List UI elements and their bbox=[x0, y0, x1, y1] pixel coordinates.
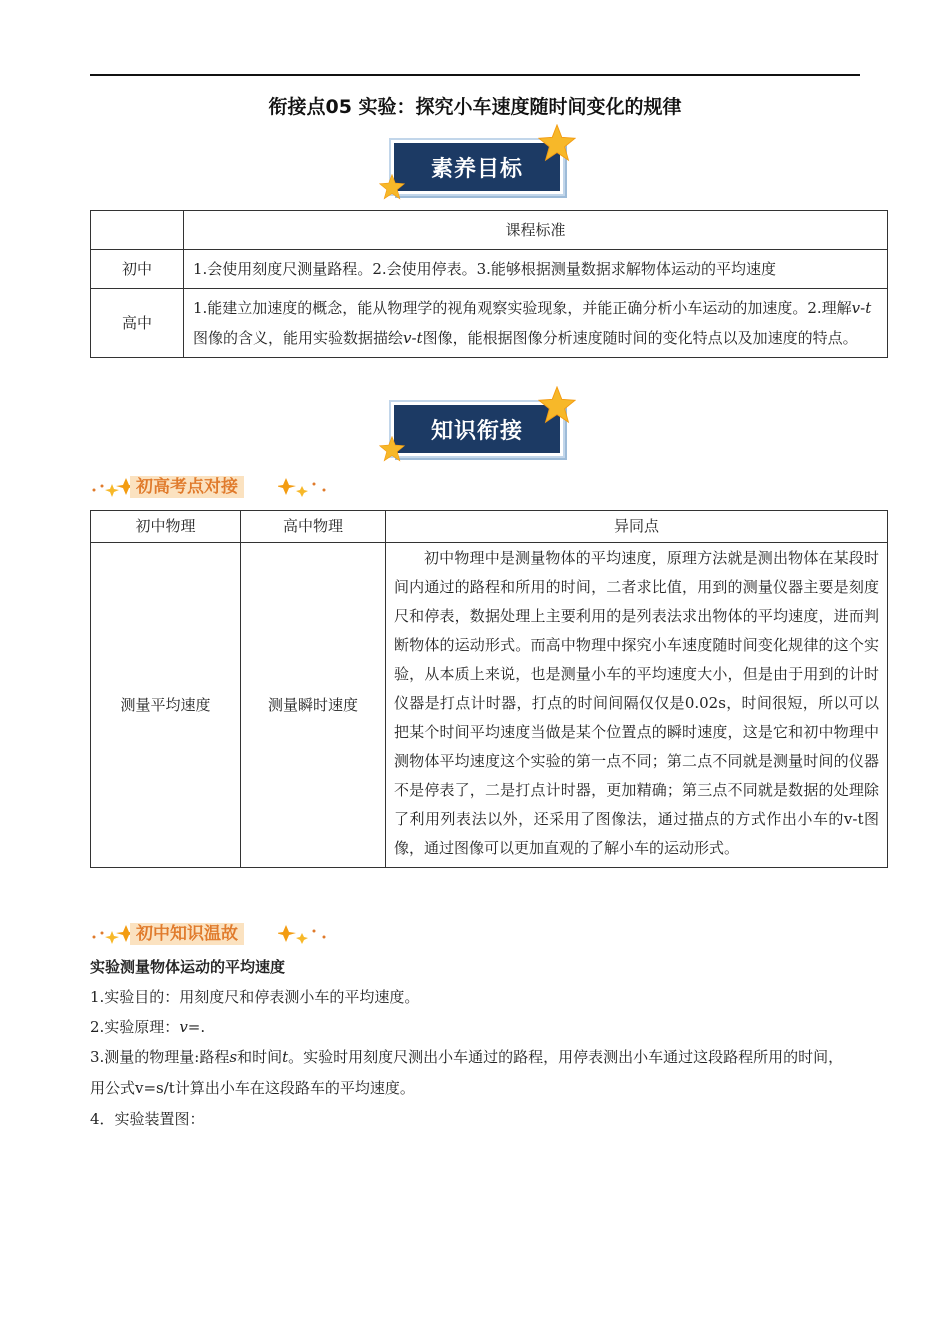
page-title: 衔接点05 实验：探究小车速度随时间变化的规律 bbox=[268, 96, 682, 118]
standard-content: 1.会使用刻度尺测量路程。2.会使用停表。3.能够根据测量数据求解物体运动的平均速度 bbox=[184, 250, 888, 289]
review-item-4: 4．实验装置图： bbox=[90, 1110, 205, 1128]
vt-dash: - bbox=[860, 299, 866, 317]
item3-t: t bbox=[282, 1048, 289, 1066]
table-corner-cell bbox=[91, 211, 184, 250]
vt-t: t bbox=[865, 299, 872, 317]
table-header-standards: 课程标准 bbox=[184, 211, 888, 250]
section-label-compare bbox=[90, 474, 350, 504]
course-standards-table bbox=[90, 210, 888, 358]
senior-topic: 测量瞬时速度 bbox=[241, 543, 386, 868]
review-item-1: 1.实验目的：用刻度尺和停表测小车的平均速度。 bbox=[90, 988, 420, 1006]
banner-label: 素养目标 bbox=[391, 140, 563, 194]
header-difference: 异同点 bbox=[386, 511, 888, 543]
standard-content bbox=[184, 289, 888, 358]
item3-c: 。实验时用刻度尺测出小车通过的路程，用停表测出小车通过这段路程所用的时间，用公式v=s/t计算出小车在这段路车的平均速度。 bbox=[90, 1048, 844, 1097]
review-heading: 实验测量物体运动的平均速度 bbox=[90, 958, 286, 976]
review-item-2 bbox=[90, 1012, 860, 1043]
standard-line-2b: 图像的含义，能用实验数据描绘 bbox=[193, 329, 404, 347]
vt-v: v bbox=[851, 299, 861, 317]
item3-a: 3.测量的物理量:路程 bbox=[90, 1048, 230, 1066]
review-item-3 bbox=[90, 1042, 855, 1104]
star-icon bbox=[379, 436, 405, 462]
standard-line-2c: 图像，能根据图像分析速度随时间的变化特点以及加速度的特点。 bbox=[422, 329, 858, 347]
star-icon bbox=[538, 386, 576, 424]
header-senior: 高中物理 bbox=[241, 511, 386, 543]
standard-line-1: 1.能建立加速度的概念，能从物理学的视角观察实验现象，并能正确分析小车运动的加速度。 bbox=[193, 299, 808, 317]
section-label-text: 初高考点对接 bbox=[130, 476, 244, 498]
section-label-review bbox=[90, 921, 350, 951]
table-row bbox=[91, 289, 888, 358]
table-row bbox=[91, 211, 888, 250]
level-cell: 高中 bbox=[91, 289, 184, 358]
banner-knowledge-link bbox=[383, 392, 573, 462]
header-rule bbox=[90, 74, 860, 76]
banner-literacy-goals bbox=[383, 130, 573, 200]
header-junior: 初中物理 bbox=[91, 511, 241, 543]
table-row bbox=[91, 511, 888, 543]
item2-eq: =. bbox=[187, 1018, 206, 1036]
star-icon bbox=[379, 174, 405, 200]
table-row bbox=[91, 250, 888, 289]
sparkle-dots-icon bbox=[278, 474, 328, 504]
banner-label: 知识衔接 bbox=[391, 402, 563, 456]
vt2-t: t bbox=[416, 329, 423, 347]
vt2-v: v bbox=[403, 329, 412, 347]
difference-text: 初中物理中是测量物体的平均速度，原理方法就是测出物体在某段时间内通过的路程和所用的时间，二者求比值，用到的测量仪器主要是刻度尺和停表，数据处理上主要利用的是列表法求出物体的平均速度，进而判断物体的运动形式。而高中物理中探究小车速度随时间变化规律的这个实验，从本质上来说，也是测量小车的平均速度大小，但是由于用到的计时仪器是打点计时器，打点的时间间隔仅仅是0.02s，时间很短，所以可以把某个时间平均速度当做是某个位置点的瞬时速度，这是它和初中物理中测物体平均速度这个实验的第一点不同；第二点不同就是测量时间的仪器不是停表了，二是打点计时器，更加精确；第三点不同就是数据的处理除了利用列表法以外，还采用了图像法，通过描点的方式作出小车的v-t图像，通过图像可以更加直观的了解小车的运动形式。 bbox=[386, 543, 888, 868]
table-row bbox=[91, 543, 888, 868]
item2-v: v bbox=[179, 1018, 188, 1036]
standard-line-2a: 2.理解 bbox=[807, 299, 852, 317]
item3-s: s bbox=[229, 1048, 238, 1066]
section-label-text: 初中知识温故 bbox=[130, 923, 244, 945]
compare-table bbox=[90, 510, 888, 868]
junior-topic: 测量平均速度 bbox=[91, 543, 241, 868]
vt2-dash: - bbox=[411, 329, 417, 347]
item3-b: 和时间 bbox=[237, 1048, 283, 1066]
sparkle-dots-icon bbox=[278, 921, 328, 951]
star-icon bbox=[538, 124, 576, 162]
level-cell: 初中 bbox=[91, 250, 184, 289]
item2-label: 2.实验原理： bbox=[90, 1018, 180, 1036]
